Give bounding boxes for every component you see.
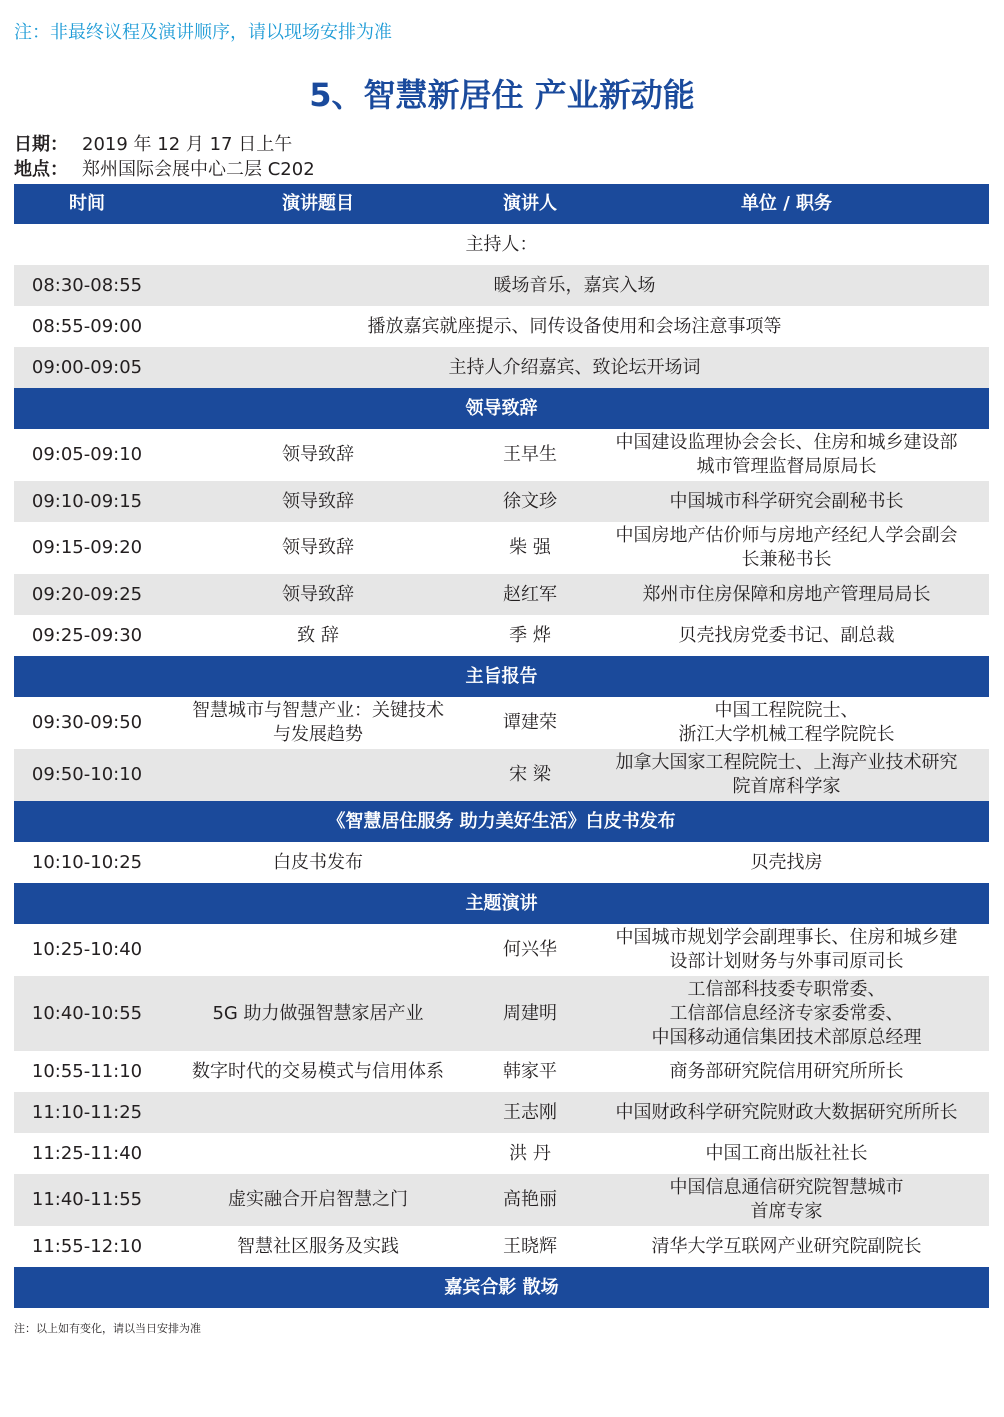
speaker-cell: 柴 强	[509, 537, 551, 558]
time-cell: 09:50-10:10	[31, 764, 143, 785]
time-cell: 10:40-10:55	[31, 1002, 143, 1024]
table-row	[14, 265, 989, 306]
org-cell: 加拿大国家工程院院士、上海产业技术研究 院首席科学家	[615, 752, 958, 797]
org-cell: 中国财政科学研究院财政大数据研究所所长	[615, 1101, 958, 1123]
speaker-cell	[476, 842, 584, 883]
top-note: 注：非最终议程及演讲顺序，请以现场安排为准	[14, 22, 392, 43]
time-cell: 10:10-10:25	[31, 851, 143, 873]
header-speaker: 演讲人	[503, 193, 557, 214]
org-cell: 贝壳找房党委书记、副总裁	[678, 624, 895, 646]
topic-cell: 5G 助力做强智慧家居产业	[212, 1002, 424, 1024]
bottom-note: 注：以上如有变化，请以当日安排为准	[14, 1322, 201, 1335]
location-value: 郑州国际会展中心二层 C202	[82, 159, 315, 180]
time-cell: 11:10-11:25	[31, 1101, 143, 1123]
speaker-cell: 赵红军	[503, 583, 557, 605]
org-cell: 商务部研究院信用研究所所长	[669, 1060, 904, 1082]
section-row	[14, 1267, 989, 1308]
time-cell: 10:25-10:40	[31, 939, 143, 960]
speaker-cell: 韩家平	[503, 1060, 557, 1082]
table-row	[14, 1092, 989, 1133]
time-cell: 11:55-12:10	[31, 1235, 143, 1257]
org-cell: 郑州市住房保障和房地产管理局局长	[642, 583, 931, 605]
topic-cell: 智慧城市与智慧产业：关键技术 与发展趋势	[192, 700, 444, 745]
speaker-cell: 何兴华	[503, 939, 557, 960]
table-row	[14, 1051, 989, 1092]
table-row	[14, 749, 989, 801]
header-time: 时间	[69, 193, 105, 214]
table-row	[14, 1226, 989, 1267]
time-cell: 08:55-09:00	[31, 315, 143, 337]
session-cell: 播放嘉宾就座提示、同传设备使用和会场注意事项等	[367, 315, 782, 337]
time-cell: 09:00-09:05	[31, 356, 143, 378]
speaker-cell: 周建明	[503, 1002, 557, 1024]
time-cell: 09:25-09:30	[31, 624, 143, 646]
section-title: 嘉宾合影 散场	[444, 1276, 559, 1298]
table-row	[14, 924, 989, 976]
table-row	[14, 615, 989, 656]
time-cell: 09:20-09:25	[31, 583, 143, 605]
topic-cell	[160, 749, 476, 801]
time-cell: 09:15-09:20	[31, 537, 143, 558]
table-row	[14, 1133, 989, 1174]
speaker-cell: 徐文珍	[503, 490, 557, 512]
org-cell: 贝壳找房	[750, 851, 823, 873]
speaker-cell: 洪 丹	[509, 1142, 551, 1164]
time-cell: 11:25-11:40	[31, 1142, 143, 1164]
table-row	[14, 224, 989, 265]
section-row	[14, 388, 989, 429]
speaker-cell: 王早生	[503, 444, 557, 465]
topic-cell: 智慧社区服务及实践	[237, 1235, 399, 1257]
date-value: 2019 年 12 月 17 日上午	[82, 134, 293, 155]
section-row	[14, 656, 989, 697]
topic-cell: 领导致辞	[282, 490, 354, 512]
speaker-cell: 王志刚	[503, 1101, 557, 1123]
header-org: 单位 / 职务	[740, 193, 833, 214]
table-row	[14, 306, 989, 347]
section-title: 领导致辞	[465, 397, 538, 419]
location-label: 地点：	[14, 159, 68, 180]
org-cell: 中国房地产估价师与房地产经纪人学会副会 长兼秘书长	[615, 525, 958, 570]
topic-cell: 领导致辞	[282, 537, 354, 558]
topic-cell: 白皮书发布	[273, 851, 363, 873]
time-cell: 10:55-11:10	[31, 1060, 143, 1082]
topic-cell	[160, 1133, 476, 1174]
speaker-cell: 宋 梁	[509, 764, 551, 785]
table-row	[14, 697, 989, 749]
topic-cell	[160, 924, 476, 976]
section-row	[14, 883, 989, 924]
topic-cell: 致 辞	[297, 624, 339, 646]
org-cell: 中国信息通信研究院智慧城市 首席专家	[669, 1177, 904, 1222]
header-topic: 演讲题目	[282, 193, 354, 214]
table-row	[14, 481, 989, 522]
section-title: 《智慧居住服务 助力美好生活》白皮书发布	[327, 810, 676, 832]
org-cell: 中国建设监理协会会长、住房和城乡建设部 城市管理监督局原局长	[615, 432, 958, 477]
table-row	[14, 522, 989, 574]
topic-cell: 数字时代的交易模式与信用体系	[192, 1060, 444, 1082]
org-cell: 中国工商出版社社长	[705, 1142, 868, 1164]
org-cell: 中国工程院院士、 浙江大学机械工程学院院长	[678, 700, 895, 745]
org-cell: 清华大学互联网产业研究院副院长	[651, 1235, 922, 1257]
table-row	[14, 429, 989, 481]
speaker-cell: 谭建荣	[503, 712, 557, 733]
time-cell: 09:10-09:15	[31, 490, 143, 512]
session-cell: 主持人介绍嘉宾、致论坛开场词	[448, 356, 701, 378]
time-cell: 08:30-08:55	[31, 274, 143, 296]
org-cell: 中国城市规划学会副理事长、住房和城乡建 设部计划财务与外事司原司长	[615, 927, 958, 972]
section-row	[14, 801, 989, 842]
table-row	[14, 574, 989, 615]
speaker-cell: 王晓辉	[503, 1235, 557, 1257]
section-title: 主旨报告	[465, 665, 538, 687]
section-title: 主题演讲	[465, 892, 538, 914]
host-line: 主持人：	[465, 233, 538, 255]
date-label: 日期：	[14, 134, 68, 155]
agenda-table	[14, 184, 989, 1308]
speaker-cell: 季 烨	[509, 624, 551, 646]
time-cell: 11:40-11:55	[31, 1189, 143, 1210]
table-row	[14, 976, 989, 1051]
topic-cell: 虚实融合开启智慧之门	[228, 1189, 408, 1210]
table-row	[14, 842, 989, 883]
session-cell: 暖场音乐，嘉宾入场	[493, 274, 656, 296]
time-cell: 09:05-09:10	[31, 444, 143, 465]
page-title: 5、智慧新居住 产业新动能	[309, 76, 695, 114]
org-cell: 中国城市科学研究会副秘书长	[669, 490, 904, 512]
topic-cell	[160, 1092, 476, 1133]
date-line	[14, 130, 292, 156]
time-cell: 09:30-09:50	[31, 712, 143, 733]
speaker-cell: 高艳丽	[503, 1189, 557, 1210]
topic-cell: 领导致辞	[282, 444, 354, 465]
table-row	[14, 347, 989, 388]
location-line	[14, 155, 315, 181]
topic-cell: 领导致辞	[282, 583, 354, 605]
table-row	[14, 1174, 989, 1226]
table-header-row	[14, 184, 989, 224]
org-cell: 工信部科技委专职常委、 工信部信息经济专家委常委、 中国移动通信集团技术部原总经理	[651, 978, 922, 1048]
